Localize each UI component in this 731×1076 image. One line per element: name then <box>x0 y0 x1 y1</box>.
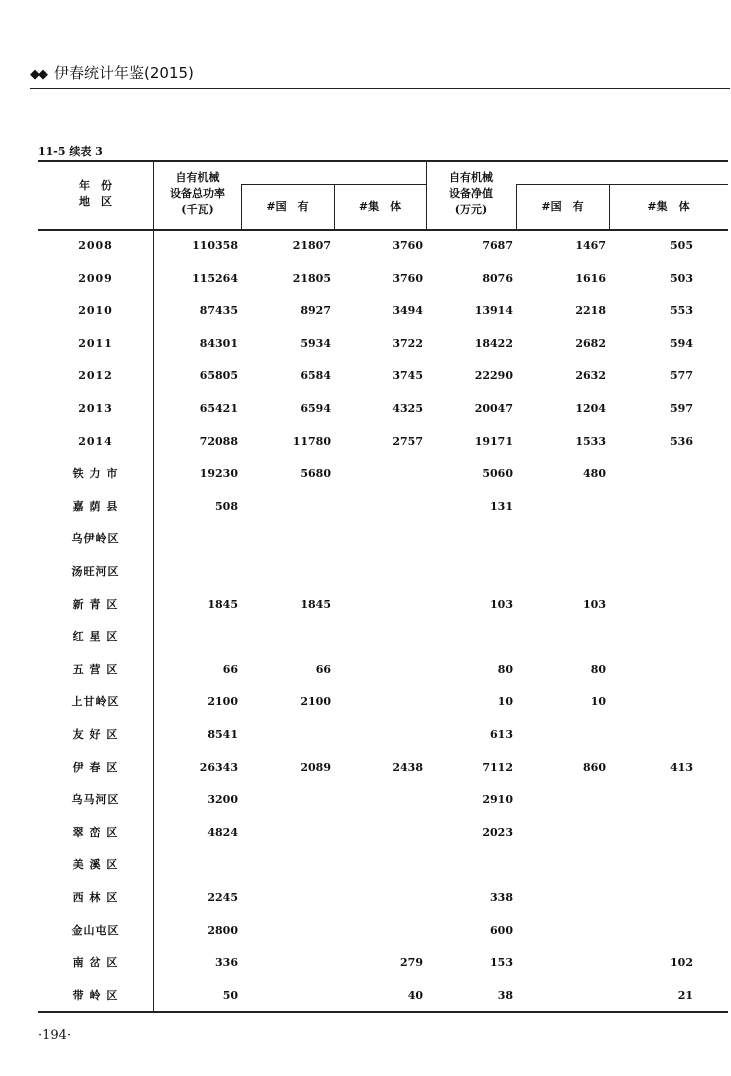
row-label: 美 溪 区 <box>72 858 119 871</box>
table-cell: 10 <box>497 695 513 708</box>
value-coll-header: #集 体 <box>647 200 690 213</box>
table-cell: 2023 <box>482 826 513 839</box>
table-cell: 102 <box>670 956 693 969</box>
table-cell <box>613 464 693 484</box>
table-cell: 3200 <box>207 793 238 806</box>
table-cell: 11780 <box>292 435 331 448</box>
running-head <box>30 62 194 83</box>
table-cell <box>613 921 693 941</box>
table-cell <box>526 888 606 908</box>
table-id: 11-5 续表 3 <box>38 145 103 158</box>
table-cell: 2682 <box>575 337 606 350</box>
table-cell: 594 <box>670 337 693 350</box>
table-cell <box>526 823 606 843</box>
table-cell: 131 <box>490 500 513 513</box>
table-cell: 503 <box>670 272 693 285</box>
table-cell: 115264 <box>192 272 238 285</box>
table-cell: 50 <box>222 989 238 1002</box>
row-label: 2010 <box>78 304 113 317</box>
table-cell: 21 <box>677 989 693 1002</box>
header-subrule-2 <box>516 184 728 185</box>
table-cell <box>613 725 693 745</box>
table-cell: 4824 <box>207 826 238 839</box>
row-label: 2013 <box>78 402 113 415</box>
table-cell: 3722 <box>392 337 423 350</box>
table-cell <box>251 823 331 843</box>
table-cell: 38 <box>497 989 513 1002</box>
row-label: 上甘岭区 <box>71 695 120 708</box>
table-cell <box>613 497 693 517</box>
table-cell: 80 <box>590 663 606 676</box>
row-label: 嘉 荫 县 <box>72 500 119 513</box>
table-cell <box>526 725 606 745</box>
table-cell <box>433 855 513 875</box>
row-label: 2011 <box>78 337 113 350</box>
table-cell <box>251 529 331 549</box>
table-cell <box>526 790 606 810</box>
table-cell <box>343 529 423 549</box>
table-cell <box>433 562 513 582</box>
table-cell: 860 <box>583 761 606 774</box>
table-cell: 2218 <box>575 304 606 317</box>
table-cell: 3760 <box>392 239 423 252</box>
table-cell: 613 <box>490 728 513 741</box>
table-cell: 153 <box>490 956 513 969</box>
power-state-header: #国 有 <box>266 200 309 213</box>
row-label: 乌马河区 <box>71 793 120 806</box>
table-cell: 6584 <box>300 369 331 382</box>
table-cell: 10 <box>590 695 606 708</box>
table-cell <box>343 855 423 875</box>
table-cell <box>526 986 606 1006</box>
stub-divider <box>153 160 154 1012</box>
table-cell <box>343 497 423 517</box>
table-bottom-rule <box>38 1011 728 1013</box>
table-cell <box>251 562 331 582</box>
row-label: 五 营 区 <box>72 663 119 676</box>
table-cell: 80 <box>497 663 513 676</box>
table-cell <box>343 627 423 647</box>
power-total-header <box>154 170 241 218</box>
table-cell: 413 <box>670 761 693 774</box>
power-total-header-line-3: (千瓦) <box>181 203 214 216</box>
table-cell: 40 <box>407 989 423 1002</box>
table-cell: 66 <box>222 663 238 676</box>
table-cell: 5060 <box>482 467 513 480</box>
row-label: 乌伊岭区 <box>71 532 120 545</box>
table-cell: 22290 <box>474 369 513 382</box>
table-cell: 8927 <box>300 304 331 317</box>
running-head-title: 伊春统计年鉴(2015) <box>54 64 194 82</box>
row-label: 红 星 区 <box>72 630 119 643</box>
table-cell: 8076 <box>482 272 513 285</box>
stub-header <box>38 178 153 210</box>
table-cell <box>343 595 423 615</box>
table-cell <box>251 790 331 810</box>
table-cell <box>613 888 693 908</box>
table-cell: 20047 <box>474 402 513 415</box>
table-cell <box>526 497 606 517</box>
table-cell <box>613 660 693 680</box>
table-cell: 336 <box>215 956 238 969</box>
table-cell <box>343 562 423 582</box>
power-total-header-line-2: 设备总功率 <box>170 187 225 200</box>
table-cell: 5934 <box>300 337 331 350</box>
table-cell: 3745 <box>392 369 423 382</box>
row-label: 新 青 区 <box>72 598 119 611</box>
row-label: 西 林 区 <box>72 891 119 904</box>
table-cell: 1533 <box>575 435 606 448</box>
table-cell: 1467 <box>575 239 606 252</box>
table-cell <box>343 464 423 484</box>
table-cell <box>251 497 331 517</box>
table-cell <box>158 855 238 875</box>
table-cell <box>526 627 606 647</box>
table-cell <box>158 627 238 647</box>
table-cell: 19171 <box>474 435 513 448</box>
table-cell: 13914 <box>474 304 513 317</box>
value-total-header <box>426 170 516 218</box>
table-cell: 536 <box>670 435 693 448</box>
table-cell: 87435 <box>199 304 238 317</box>
table-cell: 18422 <box>474 337 513 350</box>
table-cell <box>526 921 606 941</box>
row-label: 翠 峦 区 <box>72 826 119 839</box>
value-total-header-line-1: 自有机械 <box>449 171 493 184</box>
table-cell <box>343 790 423 810</box>
row-label: 带 岭 区 <box>72 989 119 1002</box>
table-cell: 26343 <box>199 761 238 774</box>
row-label: 2014 <box>78 435 113 448</box>
table-cell: 279 <box>400 956 423 969</box>
table-cell <box>343 888 423 908</box>
header-rule <box>30 88 730 89</box>
value-total-header-line-3: (万元) <box>454 203 488 216</box>
table-cell <box>613 823 693 843</box>
table-cell: 553 <box>670 304 693 317</box>
row-label: 2012 <box>78 369 113 382</box>
table-cell: 2100 <box>207 695 238 708</box>
table-cell <box>433 627 513 647</box>
table-cell: 2800 <box>207 924 238 937</box>
table-cell: 508 <box>215 500 238 513</box>
row-label: 铁 力 市 <box>72 467 119 480</box>
page-number: ·194· <box>38 1028 72 1043</box>
table-cell <box>343 692 423 712</box>
table-cell: 103 <box>583 598 606 611</box>
table-cell: 597 <box>670 402 693 415</box>
table-cell: 1616 <box>575 272 606 285</box>
table-cell: 2757 <box>392 435 423 448</box>
table-cell: 19230 <box>199 467 238 480</box>
table-cell: 3760 <box>392 272 423 285</box>
table-cell <box>613 595 693 615</box>
diamond-icon: ◆◆ <box>30 67 46 82</box>
table-cell: 2438 <box>392 761 423 774</box>
table-cell: 65805 <box>199 369 238 382</box>
row-label: 金山屯区 <box>71 924 120 937</box>
table-cell <box>158 529 238 549</box>
table-cell <box>251 921 331 941</box>
table-cell <box>526 855 606 875</box>
table-cell <box>343 823 423 843</box>
row-label: 南 岔 区 <box>72 956 119 969</box>
table-cell: 2089 <box>300 761 331 774</box>
table-cell <box>251 725 331 745</box>
table-cell: 5680 <box>300 467 331 480</box>
value-total-header-line-2: 设备净值 <box>449 187 493 200</box>
table-cell: 4325 <box>392 402 423 415</box>
table-cell: 72088 <box>199 435 238 448</box>
power-total-header-line-1: 自有机械 <box>175 171 220 184</box>
table-cell <box>433 529 513 549</box>
row-label: 伊 春 区 <box>72 761 119 774</box>
table-cell <box>526 953 606 973</box>
table-cell: 110358 <box>192 239 238 252</box>
table-cell: 65421 <box>199 402 238 415</box>
table-cell: 6594 <box>300 402 331 415</box>
table-cell: 577 <box>670 369 693 382</box>
value-state-header: #国 有 <box>541 200 584 213</box>
table-cell <box>343 921 423 941</box>
table-cell <box>613 855 693 875</box>
table-cell: 2245 <box>207 891 238 904</box>
data-table <box>38 160 728 1013</box>
table-cell <box>613 562 693 582</box>
table-cell: 1204 <box>575 402 606 415</box>
table-cell <box>526 562 606 582</box>
row-label: 2009 <box>78 272 113 285</box>
table-cell <box>343 660 423 680</box>
stub-header-line-2: 地 区 <box>79 195 112 208</box>
row-label: 友 好 区 <box>72 728 119 741</box>
table-cell <box>613 529 693 549</box>
table-cell <box>613 790 693 810</box>
table-cell: 21805 <box>292 272 331 285</box>
table-cell: 2100 <box>300 695 331 708</box>
table-cell <box>526 529 606 549</box>
table-cell: 21807 <box>292 239 331 252</box>
table-cell <box>251 953 331 973</box>
table-cell <box>343 725 423 745</box>
power-coll-header: #集 体 <box>358 200 402 213</box>
table-cell: 7687 <box>482 239 513 252</box>
table-cell: 8541 <box>207 728 238 741</box>
table-cell <box>158 562 238 582</box>
table-cell <box>251 888 331 908</box>
table-top-rule <box>38 160 728 162</box>
table-cell: 103 <box>490 598 513 611</box>
table-cell: 84301 <box>199 337 238 350</box>
table-cell: 2632 <box>575 369 606 382</box>
table-cell: 1845 <box>300 598 331 611</box>
table-cell <box>251 855 331 875</box>
table-cell: 7112 <box>482 761 513 774</box>
table-cell: 3494 <box>392 304 423 317</box>
table-cell: 600 <box>490 924 513 937</box>
table-cell <box>251 986 331 1006</box>
stub-header-line-1: 年 份 <box>79 179 112 192</box>
table-cell: 480 <box>583 467 606 480</box>
header-bottom-rule <box>38 229 728 231</box>
table-cell <box>613 692 693 712</box>
table-cell <box>613 627 693 647</box>
table-cell: 66 <box>315 663 331 676</box>
row-label: 汤旺河区 <box>71 565 120 578</box>
row-label: 2008 <box>78 239 113 252</box>
table-cell <box>251 627 331 647</box>
table-cell: 505 <box>670 239 693 252</box>
table-cell: 338 <box>490 891 513 904</box>
table-cell: 1845 <box>207 598 238 611</box>
table-cell: 2910 <box>482 793 513 806</box>
